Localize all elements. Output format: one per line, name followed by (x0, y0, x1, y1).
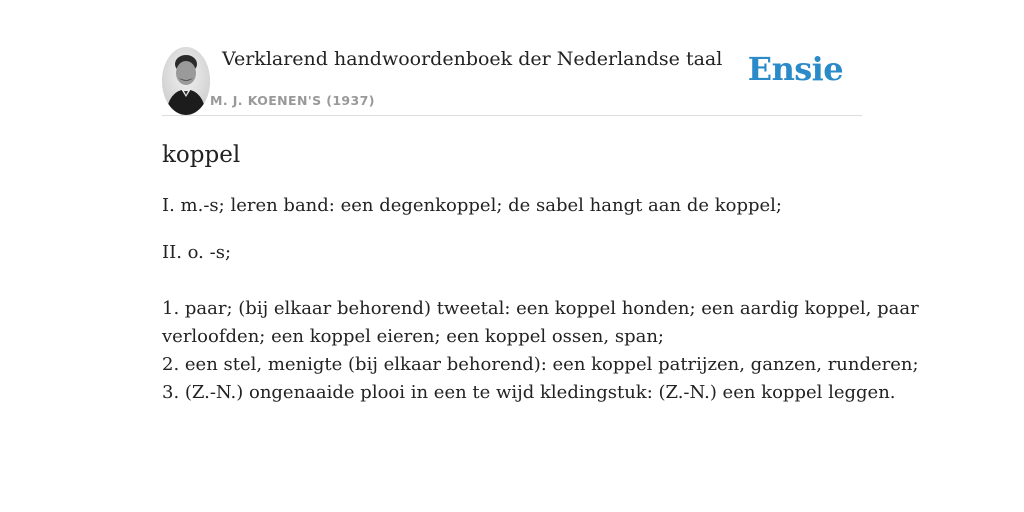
sense-line: 1. paar; (bij elkaar behorend) tweetal: een koppel honden; een aardig koppel, paar (162, 298, 919, 319)
definition-senses (162, 295, 919, 407)
definition-1: I. m.-s; leren band: een degenkoppel; de sabel hangt aan de koppel; (162, 195, 782, 216)
ensie-logo-link[interactable]: Ensie (747, 50, 843, 88)
entry-headword: koppel (162, 142, 241, 168)
dictionary-title: Verklarend handwoordenboek der Nederlandse taal (222, 48, 723, 70)
dictionary-author: M. J. KOENEN'S (1937) (210, 93, 375, 108)
sense-line: 3. (Z.-N.) ongenaaide plooi in een te wijd kledingstuk: (Z.-N.) een koppel leggen. (162, 382, 896, 403)
definition-2: II. o. -s; (162, 242, 232, 263)
author-portrait-icon (162, 47, 210, 115)
page-header (162, 44, 862, 116)
author-avatar (162, 47, 210, 115)
sense-line: verloofden; een koppel eieren; een koppel ossen, span; (162, 326, 664, 347)
sense-line: 2. een stel, menigte (bij elkaar behorend): een koppel patrijzen, ganzen, runderen; (162, 354, 919, 375)
